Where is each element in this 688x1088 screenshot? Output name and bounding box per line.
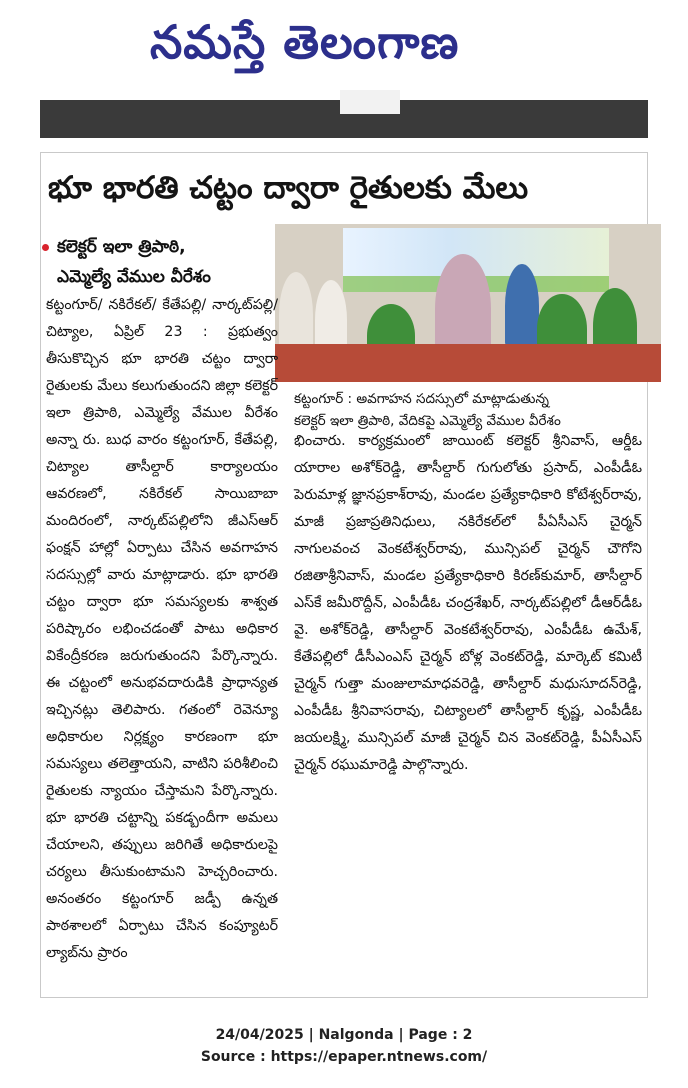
photo-caption-line-1: కట్టంగూర్ : అవగాహన సదస్సులో మాట్లాడుతున్న [294,391,549,407]
news-photo [275,224,661,382]
footer-date-edition: 24/04/2025 | Nalgonda | Page : 2 [215,1027,473,1043]
article-body-left-column [46,292,278,967]
article-body-right-column [294,428,642,779]
page-footer [0,1024,688,1068]
bullet-item [42,232,272,262]
body-paragraph-left: కట్టంగూర్/ నకిరేకల్/ కేతేపల్లి/ నార్కట్‌పల్లి/చిట్యాల, ఏప్రిల్ 23 : ప్రభుత్వం తీసుకొచ్చిన భూ భారతి చట్టం ద్వారా రైతులకు మేలు కలుగుతుందని జిల్లా కలెక్టర్ ఇలా త్రిపాఠి, ఎమ్మెల్యే వేముల వీరేశం అన్నా రు. బుధ వారం కట్టంగూర్, కేతేపల్లి, చిట్యాల తాసీల్దార్ కార్యాలయం ఆవరణలో, నకిరేకల్ సాయిబాబా మందిరంలో, నార్కట్‌పల్లిలోని జీఎస్‌ఆర్ ఫంక్షన్ హాల్లో ఏర్పాటు చేసిన అవగాహన సదస్సుల్లో వారు మాట్లాడారు. భూ భారతి చట్టం ద్వారా భూ సమస్యలకు శాశ్వత పరిష్కారం లభించడంతో పాటు అధికార వికేంద్రీకరణ జరుగుతుందని పేర్కొన్నారు. ఈ చట్టంలో అనుభవదారుడికి ప్రాధాన్యత ఇచ్చినట్లు తెలిపారు. గతంలో రెవెన్యూ అధికారుల నిర్లక్ష్యం కారణంగా భూ సమస్యలు తలెత్తాయని, వాటిని పరిశీలించి రైతులకు న్యాయం చేస్తామని పేర్కొన్నారు. భూ భారతి చట్టాన్ని పకడ్బందీగా అమలు చేయాలని, తప్పులు జరిగితే అధికారులపై చర్యలు తీసుకుంటామని హెచ్చరించారు. అనంతరం కట్టంగూర్ జడ్పీ ఉన్నత పాఠశాలలో ఏర్పాటు చేసిన కంప్యూటర్ ల్యాబ్‌ను ప్రారం [46,297,278,961]
top-banner-strip [40,100,648,138]
bullet-text-collector: కలెక్టర్ ఇలా త్రిపాఠి, [57,237,186,257]
body-paragraph-right: భించారు. కార్యక్రమంలో జాయింట్ కలెక్టర్ శ్రీనివాస్, ఆర్డీఓ యారాల అశోక్‌రెడ్డి, తాసీల్దార్ గుగులోతు ప్రసాద్, ఎంపీడీఓ పెరుమాళ్ల జ్ఞానప్రకాశ్‌రావు, మండల ప్రత్యేకాధికారి కోటేశ్వర్‌రావు, మాజీ ప్రజాప్రతినిధులు, నకిరేకల్‌లో పీఏసీఎస్ చైర్మన్ నాగులవంచ వెంకటేశ్వర్‌రావు, మున్సిపల్ చైర్మన్ చౌగోని రజితాశ్రీనివాస్, మండల ప్రత్యేకాధికారి కిరణ్‌కుమార్, తాసీల్దార్ ఎస్‌కే జమీరొద్దీన్, ఎంపీడీఓ చంద్రశేఖర్, నార్కట్‌పల్లిలో డీఆర్‌డీఓ వై. అశోక్‌రెడ్డి, తాసీల్దార్ వెంకటేశ్వర్‌రావు, ఎంపీడీఓ ఉమేశ్, కేతేపల్లిలో డీసీఎంఎస్ చైర్మన్ బోళ్ల వెంకట్‌రెడ్డి, మార్కెట్ కమిటీ చైర్మన్ గుత్తా మంజులామాధవరెడ్డి, తాసీల్దార్ మధుసూదన్‌రెడ్డి, ఎంపీడీఓ శ్రీనివాసరావు, చిట్యాలలో తాసీల్దార్ కృష్ణ, ఎంపీడీఓ జయలక్ష్మి, మున్సిపల్ మాజీ చైర్మన్ చిన వెంకట్‌రెడ్డి, పీఏసీఎస్ చైర్మన్ రఘుమారెడ్డి పాల్గొన్నారు. [294,433,642,773]
highlight-bullets [42,232,272,292]
article-headline: భూ భారతి చట్టం ద్వారా రైతులకు మేలు [48,170,529,206]
paper-clip-mark [340,90,400,114]
stage-table [275,344,661,382]
masthead-logo: నమస్తే తెలంగాణ [150,15,460,69]
photo-caption-line-2: కలెక్టర్ ఇలా త్రిపాఠి, వేదికపై ఎమ్మెల్యే వేముల వీరేశం [294,413,561,429]
bullet-item-continued [42,262,272,292]
bullet-text-mla: ఎమ్మెల్యే వేముల వీరేశం [57,267,211,287]
footer-source-link: Source : https://epaper.ntnews.com/ [200,1049,488,1065]
bullet-dot-icon [42,244,49,251]
photo-caption [294,388,654,432]
